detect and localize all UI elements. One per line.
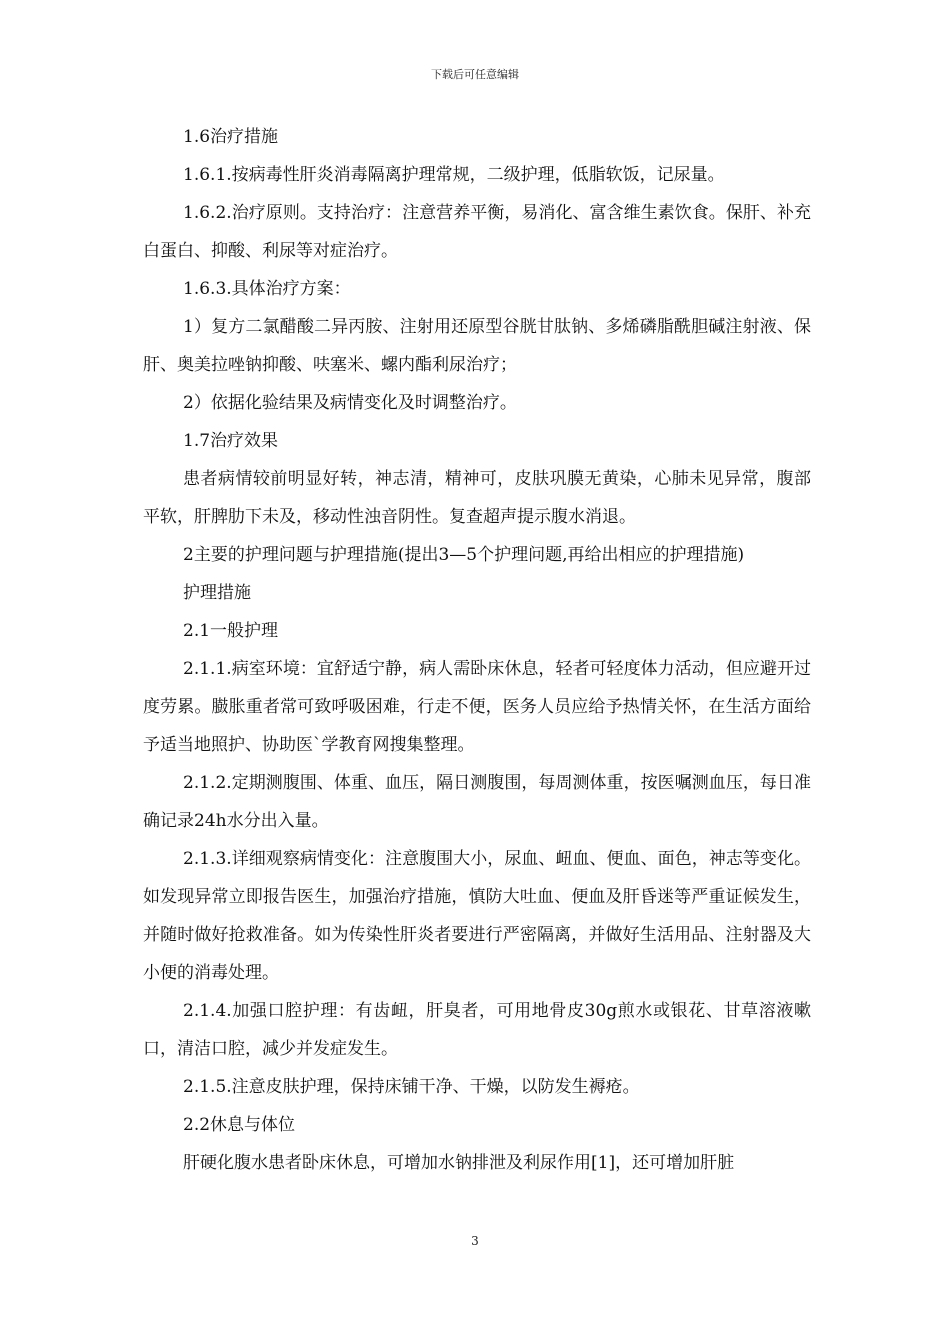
paragraph-2-1-3: 2.1.3.详细观察病情变化：注意腹围大小，尿血、衄血、便血、面色，神志等变化。如发现异常立即报告医生，加强治疗措施，慎防大吐血、便血及肝昏迷等严重证候发生，并随时做好抢救准备。如为传染性肝炎者要进行严密隔离，并做好生活用品、注射器及大小便的消毒处理。 (143, 849, 811, 983)
section-heading-1-7: 1.7治疗效果 (183, 431, 279, 451)
paragraph-1-6-2: 1.6.2.治疗原则。支持治疗：注意营养平衡，易消化、富含维生素饮食。保肝、补充白蛋白、抑酸、利尿等对症治疗。 (143, 203, 811, 261)
page-header: 下载后可任意编辑 (431, 68, 519, 81)
paragraph-2-1-5: 2.1.5.注意皮肤护理，保持床铺干净、干燥，以防发生褥疮。 (183, 1077, 640, 1097)
paragraph-1-6-1: 1.6.1.按病毒性肝炎消毒隔离护理常规，二级护理，低脂软饭，记尿量。 (183, 165, 725, 185)
paragraph-2-1-1: 2.1.1.病室环境：宜舒适宁静，病人需卧床休息，轻者可轻度体力活动，但应避开过度劳累。臌胀重者常可致呼吸困难，行走不便，医务人员应给予热情关怀，在生活方面给予适当地照护、协助医`学教育网搜集整理。 (143, 659, 811, 755)
paragraph-1-6-3: 1.6.3.具体治疗方案： (183, 279, 351, 299)
section-heading-2: 2主要的护理问题与护理措施(提出3—5个护理问题,再给出相应的护理措施) (183, 545, 745, 565)
paragraph-2-1-4: 2.1.4.加强口腔护理：有齿衄，肝臭者，可用地骨皮30g煎水或银花、甘草溶液嗽口，清洁口腔，减少并发症发生。 (143, 1001, 811, 1059)
list-item-1: 1）复方二氯醋酸二异丙胺、注射用还原型谷胱甘肽钠、多烯磷脂酰胆碱注射液、保肝、奥美拉唑钠抑酸、呋塞米、螺内酯利尿治疗； (143, 317, 811, 375)
subheading-nursing-measures: 护理措施 (183, 583, 251, 603)
section-heading-2-2: 2.2休息与体位 (183, 1115, 296, 1135)
page-number: 3 (471, 1234, 479, 1248)
paragraph-2-1-2: 2.1.2.定期测腹围、体重、血压，隔日测腹围，每周测体重，按医嘱测血压，每日准确记录24h水分出入量。 (143, 773, 811, 831)
list-item-2: 2）依据化验结果及病情变化及时调整治疗。 (183, 393, 517, 413)
paragraph-rest-position: 肝硬化腹水患者卧床休息，可增加水钠排泄及利尿作用[1]，还可增加肝脏 (183, 1153, 735, 1173)
section-heading-2-1: 2.1一般护理 (183, 621, 279, 641)
paragraph-treatment-effect: 患者病情较前明显好转，神志清，精神可，皮肤巩膜无黄染，心肺未见异常，腹部平软，肝脾肋下未及，移动性浊音阴性。复查超声提示腹水消退。 (143, 469, 811, 527)
section-heading-1-6: 1.6治疗措施 (183, 127, 279, 147)
document-body (143, 118, 811, 1182)
